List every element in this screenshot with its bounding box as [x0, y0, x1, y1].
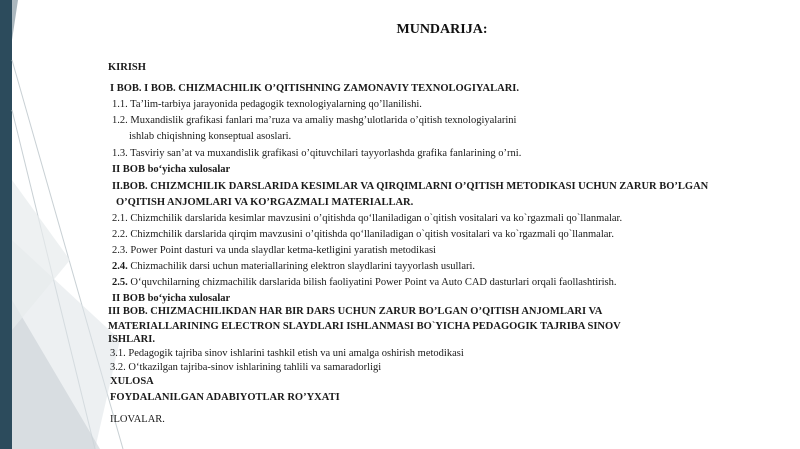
toc-chapter-1: I BOB. I BOB. CHIZMACHILIK O’QITISHNING ZAMONAVIY TEXNOLOGIYALARI.: [110, 83, 519, 94]
toc-section-2-2: 2.2. Chizmchilik darslarida qirqim mavzusini o’qitishda qo‘llaniladigan o`qitish vositalari va ko`rgazmali qo`llanmalar.: [112, 229, 614, 240]
toc-chapter-3: III BOB. CHIZMACHILIKDAN HAR BIR DARS UCHUN ZARUR BO’LGAN O’QITISH ANJOMLARI VA: [108, 306, 603, 317]
page-title: MUNDARIJA:: [396, 22, 488, 37]
toc-section-2-4: [112, 260, 475, 273]
toc-section-2-5: [112, 276, 616, 289]
toc-section-1-3: 1.3. Tasviriy san’at va muxandislik grafikasi o’qituvchilari tayyorlashda grafika fanlarining o’rni.: [112, 148, 522, 159]
toc-section-2-1: 2.1. Chizmchilik darslarida kesimlar mavzusini o’qitishda qo‘llaniladigan o`qitish vositalari va ko`rgazmali qo`llanmalar.: [112, 213, 623, 224]
toc-chapter-3-cont: MATERIALLARINING ELECTRON SLAYDLARI ISHLANMASI BO`YICHA PEDAGOGIK TAJRIBA SINOV: [108, 321, 621, 332]
toc-section-1-2: 1.2. Muxandislik grafikasi fanlari ma’ruza va amaliy mashg’ulotlarida o’qitish texnologiyalarini: [112, 115, 517, 126]
toc-bibliography: FOYDALANILGAN ADABIYOTLAR RO’YXATI: [110, 392, 340, 403]
toc-section-3-2: 3.2. O‘tkazilgan tajriba-sinov ishlarining tahlili va samaradorligi: [110, 362, 382, 373]
toc-section-3-1: 3.1. Pedagogik tajriba sinov ishlarini tashkil etish va uni amalga oshirish metodikasi: [110, 348, 464, 359]
toc-chapter-2: II.BOB. CHIZMCHILIK DARSLARIDA KESIMLAR VA QIRQIMLARNI O’QITISH METODIKASI UCHUN ZARUR BO’LGAN: [112, 181, 709, 192]
toc-section-2-4-label: Chizmachilik darsi uchun materiallarining elektron slaydlarini tayyorlash usullari.: [130, 261, 476, 272]
toc-section-1-2-cont: ishlab chiqishning konseptual asoslari.: [129, 131, 292, 142]
toc-section-1-1: 1.1. Ta’lim-tarbiya jarayonida pedagogik texnologiyalarning qo’llanilishi.: [112, 99, 422, 110]
toc-chapter-3-end: ISHLARI.: [108, 334, 155, 345]
toc-conclusion-2: II BOB bo‘yicha xulosalar: [112, 293, 231, 304]
toc-chapter-2-cont: O’QITISH ANJOMLARI VA KO’RGAZMALI MATERIALLAR.: [116, 197, 414, 208]
toc-section-2-4-number: 2.4.: [112, 261, 128, 272]
toc-appendices: ILOVALAR.: [110, 414, 165, 425]
toc-section-2-5-number: 2.5.: [112, 277, 128, 288]
toc-section-2-3: 2.3. Power Point dasturi va unda slaydlar ketma-ketligini yaratish metodikasi: [112, 245, 436, 256]
toc-section-2-5-label: O‘quvchilarning chizmachilik darslarida bilish faoliyatini Power Point va Auto CAD dasturlari orqali faollashtirish.: [130, 277, 617, 288]
toc-summary: XULOSA: [110, 376, 154, 387]
toc-conclusion-1: II BOB bo‘yicha xulosalar: [112, 164, 231, 175]
toc-intro: KIRISH: [108, 62, 146, 73]
